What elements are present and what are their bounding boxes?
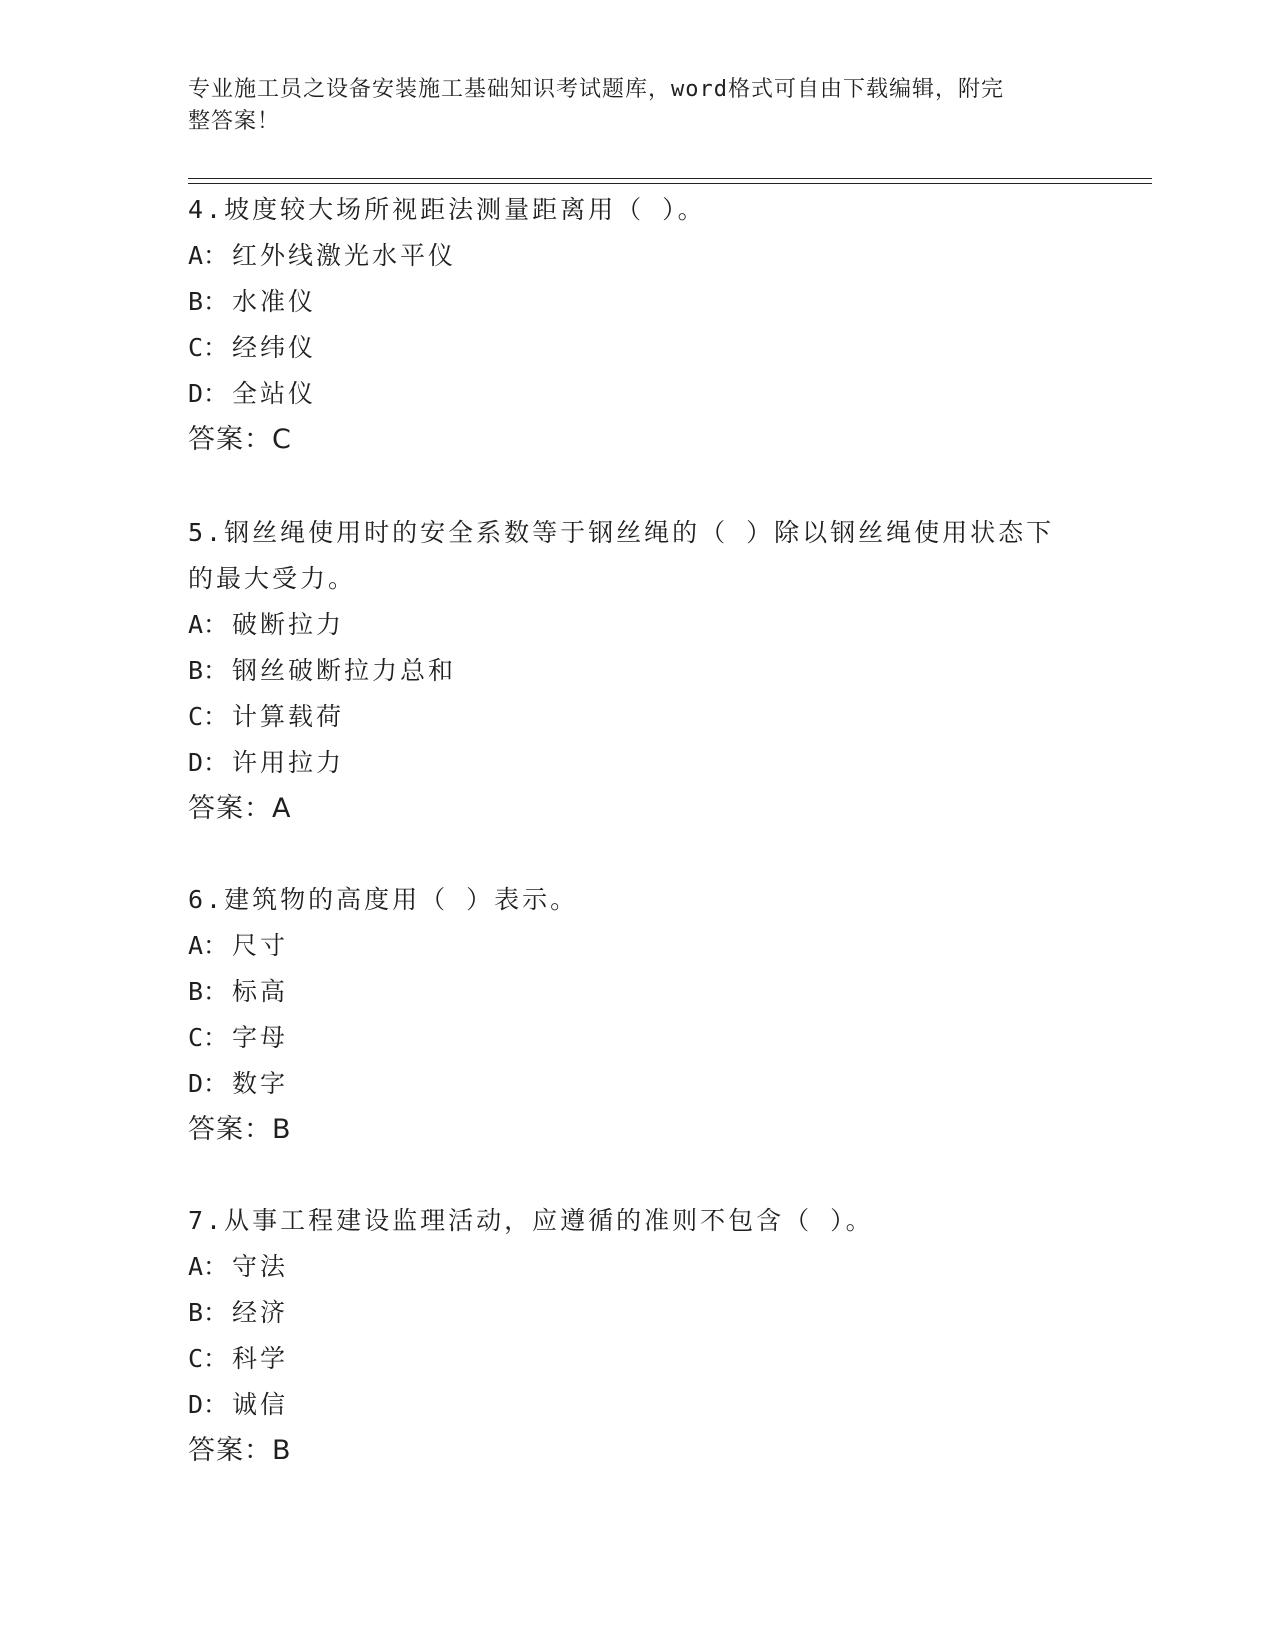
option-letter: A： [188, 241, 229, 270]
option-d [188, 1382, 1088, 1428]
option-c [188, 1015, 1088, 1061]
option-text: 破断拉力 [232, 610, 345, 639]
option-text: 红外线激光水平仪 [232, 241, 457, 270]
option-letter: B： [188, 656, 229, 685]
option-c [188, 325, 1088, 371]
option-letter: B： [188, 977, 229, 1006]
option-a [188, 923, 1088, 969]
question-5 [188, 510, 1088, 832]
option-letter: C： [188, 1023, 229, 1052]
option-text: 经济 [232, 1298, 289, 1327]
question-stem: 5.钢丝绳使用时的安全系数等于钢丝绳的（ ）除以钢丝绳使用状态下 [188, 518, 1055, 547]
option-letter: D： [188, 1069, 229, 1098]
answer: 答案：B [188, 1114, 292, 1145]
option-text: 诚信 [232, 1390, 289, 1419]
option-a [188, 1244, 1088, 1290]
option-letter: B： [188, 1298, 229, 1327]
option-text: 全站仪 [232, 379, 317, 408]
option-letter: A： [188, 931, 229, 960]
option-a [188, 233, 1088, 279]
answer: 答案：A [188, 793, 292, 824]
header-line-2: 整答案！ [188, 109, 281, 134]
option-c [188, 694, 1088, 740]
option-letter: D： [188, 379, 229, 408]
header-line-1: 专业施工员之设备安装施工基础知识考试题库，word格式可自由下载编辑，附完 [188, 77, 1004, 102]
option-text: 钢丝破断拉力总和 [232, 656, 457, 685]
option-letter: C： [188, 702, 229, 731]
option-letter: A： [188, 610, 229, 639]
answer: 答案：B [188, 1435, 292, 1466]
option-d [188, 1061, 1088, 1107]
option-b [188, 648, 1088, 694]
option-b [188, 969, 1088, 1015]
question-7 [188, 1198, 1088, 1474]
question-stem: 6.建筑物的高度用（ ）表示。 [188, 885, 579, 914]
option-text: 数字 [232, 1069, 289, 1098]
option-text: 守法 [232, 1252, 289, 1281]
option-text: 科学 [232, 1344, 289, 1373]
question-stem-continued: 的最大受力。 [188, 564, 357, 593]
question-4 [188, 187, 1088, 463]
option-b [188, 279, 1088, 325]
option-text: 许用拉力 [232, 748, 345, 777]
option-text: 字母 [232, 1023, 289, 1052]
option-text: 水准仪 [232, 287, 317, 316]
document-header [188, 74, 1068, 138]
question-stem: 7.从事工程建设监理活动，应遵循的准则不包含（ ）。 [188, 1206, 874, 1235]
option-c [188, 1336, 1088, 1382]
option-letter: A： [188, 1252, 229, 1281]
option-b [188, 1290, 1088, 1336]
option-letter: C： [188, 333, 229, 362]
option-letter: C： [188, 1344, 229, 1373]
option-text: 标高 [232, 977, 289, 1006]
option-letter: B： [188, 287, 229, 316]
option-text: 尺寸 [232, 931, 289, 960]
question-stem: 4.坡度较大场所视距法测量距离用（ ）。 [188, 195, 706, 224]
header-divider-bottom [188, 183, 1152, 184]
option-d [188, 740, 1088, 786]
answer: 答案：C [188, 424, 292, 455]
header-divider-top [188, 178, 1152, 179]
option-text: 经纬仪 [232, 333, 317, 362]
option-text: 计算载荷 [232, 702, 345, 731]
option-d [188, 371, 1088, 417]
option-letter: D： [188, 1390, 229, 1419]
option-letter: D： [188, 748, 229, 777]
option-a [188, 602, 1088, 648]
question-6 [188, 877, 1088, 1153]
